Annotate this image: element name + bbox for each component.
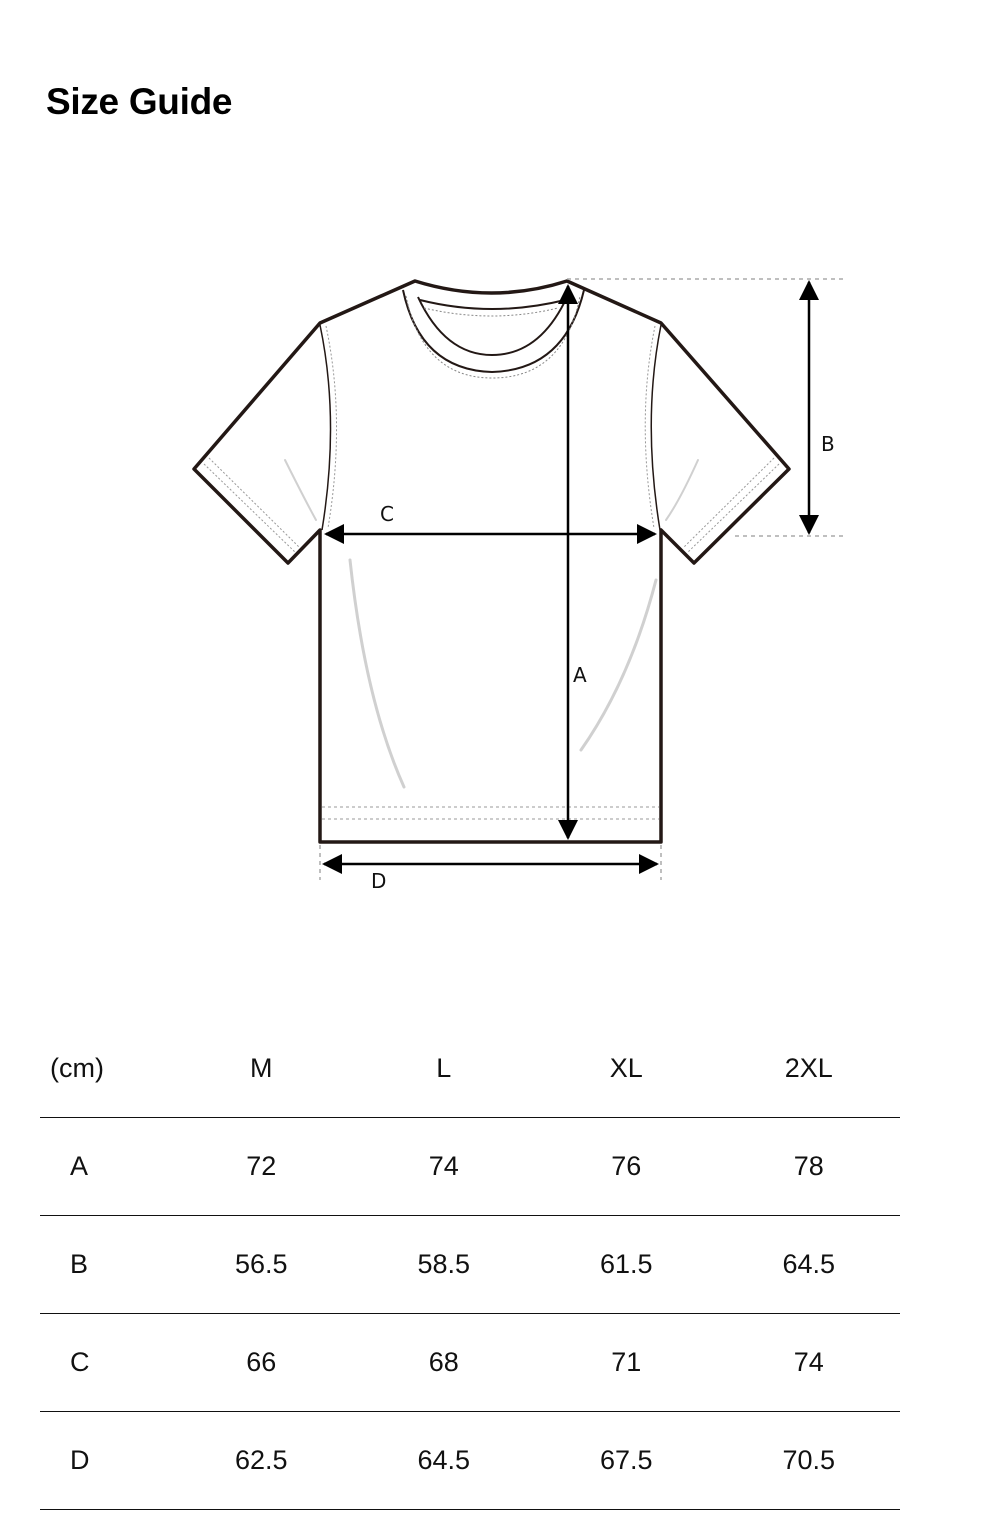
table-cell: 58.5 [353,1216,536,1314]
table-row [40,1118,900,1216]
table-cell: 71 [535,1314,718,1412]
table-cell: 64.5 [718,1216,901,1314]
label-b: B [821,432,835,456]
table-cell: 76 [535,1118,718,1216]
table-cell: 72 [170,1118,353,1216]
tshirt-outline [194,281,789,842]
row-label: A [40,1118,170,1216]
column-header: 2XL [718,1020,901,1118]
table-cell: 70.5 [718,1412,901,1510]
table-header-row [40,1020,900,1118]
label-c: C [380,502,394,526]
table-cell: 67.5 [535,1412,718,1510]
column-header: XL [535,1020,718,1118]
label-d: D [371,869,387,893]
row-label: D [40,1412,170,1510]
row-label: B [40,1216,170,1314]
column-header: M [170,1020,353,1118]
page-title: Size Guide [46,81,233,122]
table-cell: 56.5 [170,1216,353,1314]
table-cell: 74 [353,1118,536,1216]
column-header: L [353,1020,536,1118]
table-row [40,1412,900,1510]
table-cell: 78 [718,1118,901,1216]
table-cell: 62.5 [170,1412,353,1510]
tshirt-measurement-diagram [0,250,1000,910]
table-cell: 61.5 [535,1216,718,1314]
table-cell: 64.5 [353,1412,536,1510]
table-row [40,1216,900,1314]
label-a: A [573,663,587,687]
row-label: C [40,1314,170,1412]
table-row [40,1314,900,1412]
table-cell: 74 [718,1314,901,1412]
size-table [40,1020,900,1510]
table-cell: 68 [353,1314,536,1412]
unit-header: (cm) [40,1020,170,1118]
table-cell: 66 [170,1314,353,1412]
